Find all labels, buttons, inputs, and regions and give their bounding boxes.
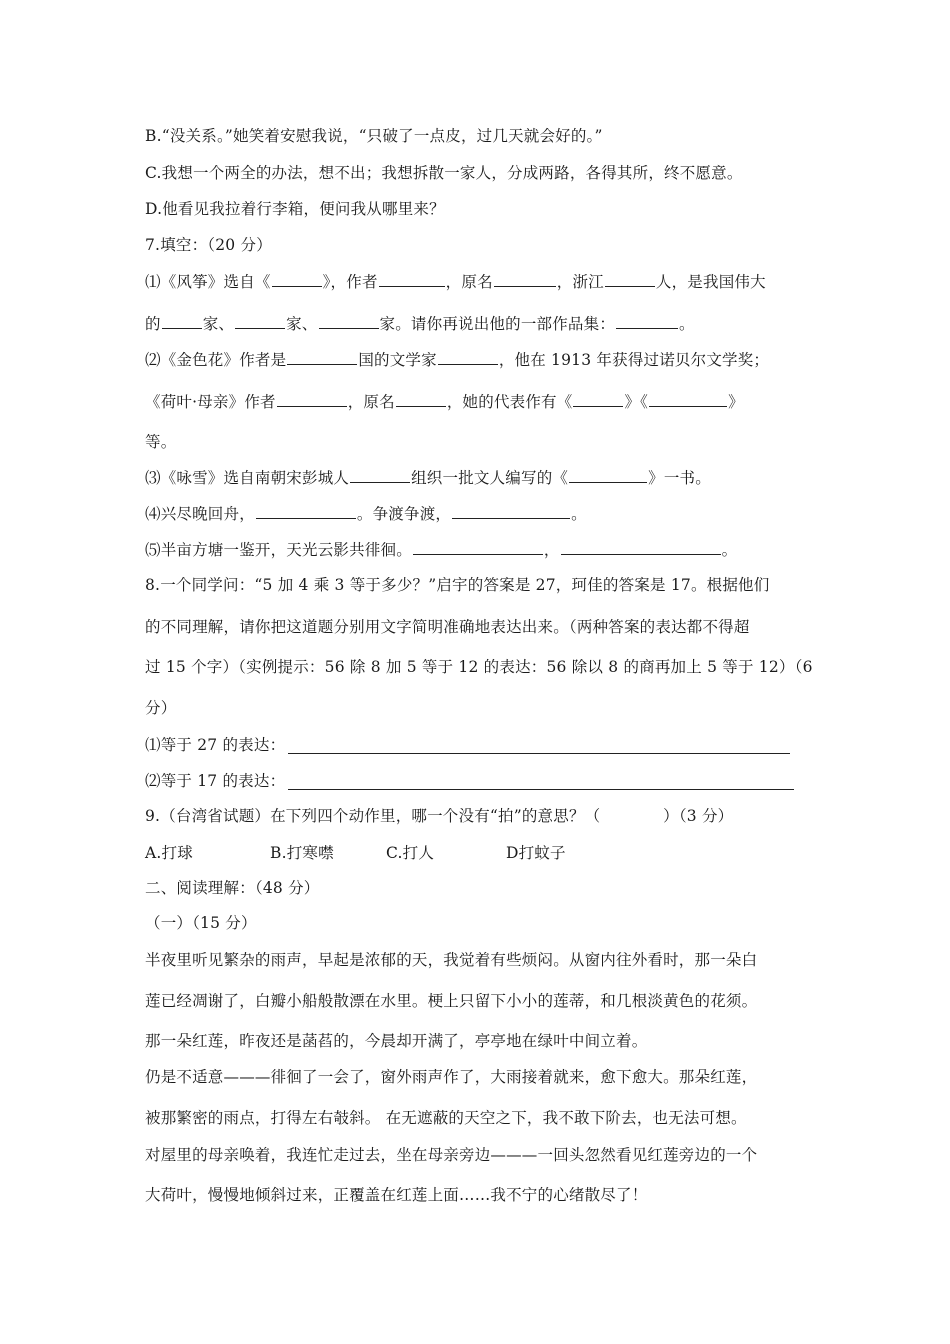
blank-field[interactable] — [235, 313, 285, 329]
passage-line-2: 莲已经凋谢了，白瓣小船般散漂在水里。梗上只留下小小的莲蒂，和几根淡黄色的花须。 — [145, 992, 758, 1010]
blank-field[interactable] — [162, 313, 202, 329]
text: 组织一批文人编写的《 — [411, 469, 569, 487]
passage-line-1: 半夜里听见繁杂的雨声，早起是浓郁的天，我觉着有些烦闷。从窗内往外看时，那一朵白 — [145, 951, 758, 969]
question-7-2-line-2 — [145, 391, 744, 412]
blank-field[interactable] — [287, 349, 357, 365]
question-9-option-c: C.打人 — [386, 844, 435, 862]
question-8-line-1: 8.一个同学问：“5 加 4 乘 3 等于多少？”启宇的答案是 27，珂佳的答案是 17。根据他们 — [145, 576, 770, 594]
text: ，她的代表作有《 — [446, 393, 573, 411]
blank-field[interactable] — [350, 467, 410, 483]
passage-line-7: 大荷叶，慢慢地倾斜过来，正覆盖在红莲上面……我不宁的心绪散尽了！ — [145, 1186, 648, 1204]
question-7-2-line-3: 等。 — [145, 433, 177, 451]
question-7-1-line-2 — [145, 313, 695, 334]
blank-field[interactable] — [616, 313, 678, 329]
blank-field[interactable] — [256, 503, 356, 519]
blank-field[interactable] — [379, 271, 445, 287]
text: 《荷叶·母亲》作者 — [145, 393, 276, 411]
option-c: C.我想一个两全的办法，想不出；我想拆散一家人，分成两路，各得其所，终不愿意。 — [145, 164, 743, 182]
text: 》一书。 — [648, 469, 711, 487]
question-7-4 — [145, 503, 587, 524]
question-7-1-line-1 — [145, 271, 766, 292]
question-7-5 — [145, 539, 737, 560]
blank-field[interactable] — [649, 391, 727, 407]
answer-line-1[interactable] — [288, 752, 790, 754]
text: 家、 — [202, 315, 235, 333]
question-8-line-2: 的不同理解，请你把这道题分别用文字简明准确地表达出来。（两种答案的表达都不得超 — [145, 618, 750, 636]
section-2-heading: 二、阅读理解：（48 分） — [145, 879, 320, 897]
text: ⑸半亩方塘一鉴开，天光云影共徘徊。 — [145, 541, 412, 559]
option-b: B.“没关系。”她笑着安慰我说，“只破了一点皮，过几天就会好的。” — [145, 127, 603, 145]
question-8-answer-1-label: ⑴等于 27 的表达： — [145, 736, 286, 754]
option-d: D.他看见我拉着行李箱，便问我从哪里来？ — [145, 200, 445, 218]
question-9: 9.（台湾省试题）在下列四个动作里，哪一个没有“拍”的意思？（ ）（3 分） — [145, 807, 734, 825]
question-7-2-line-1 — [145, 349, 769, 370]
text: 国的文学家 — [358, 351, 437, 369]
text: ， — [543, 541, 560, 559]
blank-field[interactable] — [277, 391, 347, 407]
blank-field[interactable] — [452, 503, 570, 519]
blank-field[interactable] — [438, 349, 498, 365]
text: ，原名 — [347, 393, 395, 411]
text: ，他在 1913 年获得过诺贝尔文学奖； — [498, 351, 770, 369]
blank-field[interactable] — [494, 271, 556, 287]
text: ⑷兴尽晚回舟， — [145, 505, 255, 523]
passage-line-3: 那一朵红莲，昨夜还是菡萏的，今晨却开满了，亭亭地在绿叶中间立着。 — [145, 1032, 648, 1050]
answer-line-2[interactable] — [288, 788, 794, 790]
blank-field[interactable] — [396, 391, 446, 407]
section-2-part-1-heading: （一）（15 分） — [145, 914, 257, 932]
text: ，原名 — [445, 273, 493, 291]
blank-field[interactable] — [573, 391, 623, 407]
question-9-option-a: A.打球 — [145, 844, 193, 862]
question-8-line-3: 过 15 个字）（实例提示：56 除 8 加 5 等于 12 的表达：56 除以 8 的商再加上 5 等于 12）（6 — [145, 658, 813, 676]
text: 。 — [721, 541, 738, 559]
blank-field[interactable] — [272, 271, 322, 287]
passage-line-5: 被那繁密的雨点，打得左右攲斜。 在无遮蔽的天空之下，我不敢下阶去，也无法可想。 — [145, 1109, 747, 1127]
question-7-3 — [145, 467, 711, 488]
text: 。 — [571, 505, 587, 523]
text: ，浙江 — [556, 273, 604, 291]
question-7-title: 7.填空：（20 分） — [145, 236, 272, 254]
text: 的 — [145, 315, 161, 333]
passage-line-6: 对屋里的母亲唤着，我连忙走过去，坐在母亲旁边———一回头忽然看见红莲旁边的一个 — [145, 1146, 758, 1164]
text: 。争渡争渡， — [356, 505, 452, 523]
blank-field[interactable] — [605, 271, 655, 287]
text: 》《 — [624, 393, 649, 411]
text: 人，是我国伟大 — [655, 273, 766, 291]
question-9-option-b: B.打寒噤 — [270, 844, 334, 862]
text: ⑶《咏雪》选自南朝宋彭城人 — [145, 469, 350, 487]
question-8-line-4: 分） — [145, 699, 177, 717]
text: ⑴《风筝》选自《 — [145, 273, 271, 291]
blank-field[interactable] — [561, 539, 721, 555]
text: ⑵《金色花》作者是 — [145, 351, 287, 369]
passage-line-4: 仍是不适意———徘徊了一会了，窗外雨声作了，大雨接着就来，愈下愈大。那朵红莲， — [145, 1068, 758, 1086]
question-8-answer-2-label: ⑵等于 17 的表达： — [145, 772, 286, 790]
text: 家、 — [286, 315, 318, 333]
blank-field[interactable] — [413, 539, 543, 555]
text: 家。请你再说出他的一部作品集： — [379, 315, 616, 333]
text: 》 — [728, 393, 744, 411]
blank-field[interactable] — [319, 313, 379, 329]
blank-field[interactable] — [569, 467, 647, 483]
text: 》，作者 — [322, 273, 378, 291]
text: 。 — [679, 315, 695, 333]
question-9-option-d: D打蚊子 — [506, 844, 566, 862]
